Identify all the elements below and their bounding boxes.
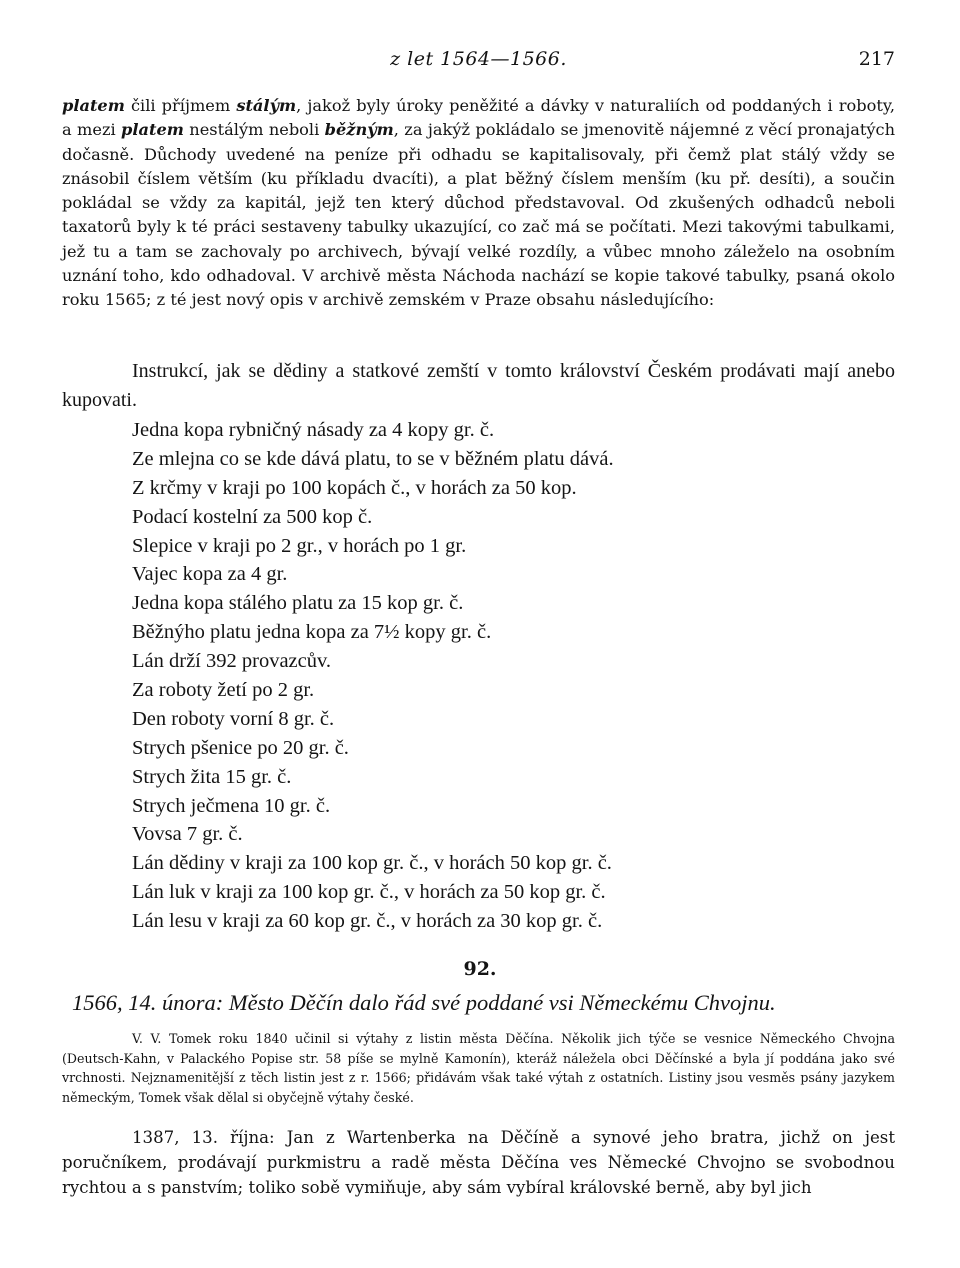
instruction-entry: Strych pšenice po 20 gr. č. xyxy=(132,736,349,759)
instruction-entry: Strych ječmena 10 gr. č. xyxy=(132,794,331,817)
instruction-entry: Za roboty žetí po 2 gr. xyxy=(132,679,315,702)
term-beznym: běžným xyxy=(324,120,394,140)
intro-paragraph: platem čili příjmem stálým, jakož byly úroky peněžité a dávky v naturaliích od poddaných i roboty, a mezi platem nestálým neboli běžným, za jakýž pokládalo se jmenovitě nájemné z věcí pronajatých dočasně. Důchody uvedené na peníze při odhadu se kapitalisovaly, při čemž plat stálý vždy se znásobil číslem větším (ku příkladu dvacíti), a plat běžný číslem menším (ku př. desíti), a součin pokládal se vždy za kapitál, jejž ten který důchod představoval. Od zkušených odhadců neboli taxatorů byly k té práci sestaveny tabulky ukazující, co zač má se počítati. Mezi takovými tabulkami, jež tu a tam se zachovaly po archivech, bývají velké rozdíly, a vůbec mnoho záleželo na osobním uznání toho, kdo odhadoval. V archivě města Náchoda nachází se kopie takové tabulky, psaná okolo roku 1565; z té jest nový opis v archivě zemském v Praze obsahu následujícího: xyxy=(62,96,895,310)
instruction-entry: Vovsa 7 gr. č. xyxy=(132,823,243,846)
instruction-entry: Podací kostelní za 500 kop č. xyxy=(132,505,373,528)
instruction-entry: Lán dědiny v kraji za 100 kop gr. č., v horách 50 kop gr. č. xyxy=(132,852,612,875)
editorial-note: V. V. Tomek roku 1840 učinil si výtahy z listin města Děčína. Několik jich týče se vesnice Německého Chvojna (Deutsch-Kahn, v Palackého Popise str. 58 píše se mylně Kamonín), kteráž náležela obci Děčínské a byla jí poddána jako své vrchnosti. Nejznamenitější z těch listin jest z r. 1566; přidávám však také výtah z ostatních. Listiny jsou vesměs psány jazykem německým, Tomek však dělal si obyčejně výtahy české. xyxy=(62,1031,895,1105)
term-platem: platem xyxy=(62,96,125,115)
instruction-entry: Den roboty vorní 8 gr. č. xyxy=(132,707,335,730)
instruction-entry: Lán drží 392 provazcův. xyxy=(132,650,332,673)
running-title: z let 1564—1566. xyxy=(390,48,567,70)
term-platem-2: platem xyxy=(121,120,184,140)
document-number: 92. xyxy=(463,958,497,980)
entry-text: Jan z Wartenberka na Děčíně a synové jeho bratra, jichž on jest poručníkem, prodávají purkmistru a radě města Děčína ves Německé Chvojno se svobodnou rychtou a s panstvím; toliko sobě vymiňuje, aby sám vybíral královské berně, aby byl jich xyxy=(62,1128,895,1197)
page-number: 217 xyxy=(858,48,895,70)
instruction-entry: Strych žita 15 gr. č. xyxy=(132,765,292,788)
instruction-entry: Jedna kopa rybničný násady za 4 kopy gr. č. xyxy=(132,419,495,441)
entry-date: 1387, 13. října: xyxy=(132,1128,275,1147)
instruction-entry: Slepice v kraji po 2 gr., v horách po 1 gr. xyxy=(132,534,467,557)
term-stalym: stálým xyxy=(236,96,297,115)
document-heading: 1566, 14. února: Město Děčín dalo řád své poddané vsi Německému Chvojnu. xyxy=(72,990,776,1015)
instruction-entry: Běžnýho platu jedna kopa za 7½ kopy gr. č. xyxy=(132,621,492,644)
document-entry xyxy=(62,1125,895,1200)
instruction-entry: Jedna kopa stálého platu za 15 kop gr. č. xyxy=(132,592,464,615)
instruction-entry: Lán luk v kraji za 100 kop gr. č., v horách za 50 kop gr. č. xyxy=(132,881,606,904)
instruction-entry: Lán lesu v kraji za 60 kop gr. č., v horách za 30 kop gr. č. xyxy=(132,910,603,933)
instruction-entry: Vajec kopa za 4 gr. xyxy=(132,563,288,586)
instruction-entry: Z krčmy v kraji po 100 kopách č., v horách za 50 kop. xyxy=(132,476,577,499)
instruction-entries xyxy=(132,416,614,936)
instruction-intro: Instrukcí, jak se dědiny a statkové zemští v tomto království Českém prodávati mají anebo kupovati. xyxy=(62,360,895,411)
instruction-entry: Ze mlejna co se kde dává platu, to se v běžném platu dává. xyxy=(132,447,614,470)
page-header xyxy=(62,48,895,78)
